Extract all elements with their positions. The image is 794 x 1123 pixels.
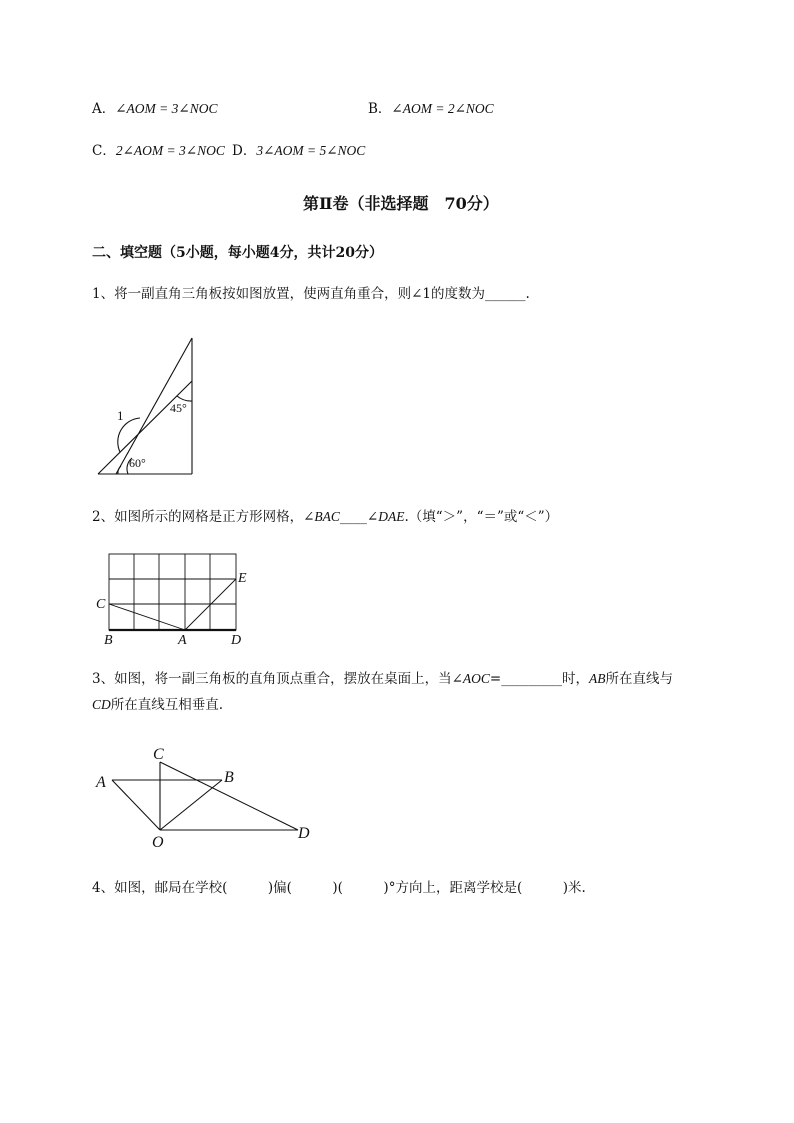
question-3-segment-ab: AB xyxy=(588,671,606,686)
point-b-label: B xyxy=(104,633,113,648)
point-d-label: D xyxy=(231,633,242,648)
question-3-text-a: 3、如图，将一副三角板的直角顶点重合，摆放在桌面上，当 xyxy=(92,671,452,687)
option-a-label: A． xyxy=(92,101,116,117)
part-title: 第Ⅱ卷（非选择题 70分） xyxy=(303,194,499,213)
question-3-text-b: =_________时， xyxy=(489,671,589,687)
point-c-label: C xyxy=(153,746,164,763)
question-2-blank: ____ xyxy=(339,509,367,525)
angle-60-label: 60° xyxy=(129,456,146,470)
option-b-label: B． xyxy=(368,101,392,117)
question-3-text-c: 所在直线与 xyxy=(605,671,673,687)
question-3-angle-aoc: ∠AOC xyxy=(451,671,490,686)
option-c-label: C． xyxy=(92,143,116,159)
option-d-label: D． xyxy=(232,143,257,159)
question-2-angle-dae: ∠DAE xyxy=(366,509,405,524)
point-a-label: A xyxy=(178,633,187,648)
question-4-text: 4、如图，邮局在学校( )偏( )( )°方向上，距离学校是( )米. xyxy=(92,880,586,896)
angle-45-label: 45° xyxy=(170,401,187,415)
point-a-label: A xyxy=(96,774,106,791)
option-b-expression: ∠AOM = 2∠NOC xyxy=(391,101,494,116)
question-2-angle-bac: ∠BAC xyxy=(303,509,340,524)
question-3-text-d: 所在直线互相垂直. xyxy=(110,697,224,713)
option-a-expression: ∠AOM = 3∠NOC xyxy=(115,101,218,116)
question-2-text-b: .（填“＞”，“＝”或“＜”） xyxy=(404,509,559,525)
question-2-text-a: 2、如图所示的网格是正方形网格， xyxy=(92,509,304,525)
point-c-label: C xyxy=(96,597,106,612)
option-d-expression: 3∠AOM = 5∠NOC xyxy=(256,143,366,158)
point-b-label: B xyxy=(224,769,234,786)
point-o-label: O xyxy=(152,834,164,851)
point-e-label: E xyxy=(238,571,247,586)
question-3-segment-cd: CD xyxy=(92,697,111,712)
point-d-label: D xyxy=(298,825,310,842)
section-heading: 二、填空题（5小题，每小题4分，共计20分） xyxy=(92,245,383,261)
option-c-expression: 2∠AOM = 3∠NOC xyxy=(115,143,225,158)
angle-1-label: 1 xyxy=(117,408,124,423)
question-1-text: 1、将一副直角三角板按如图放置，使两直角重合，则∠1的度数为______. xyxy=(92,286,530,302)
